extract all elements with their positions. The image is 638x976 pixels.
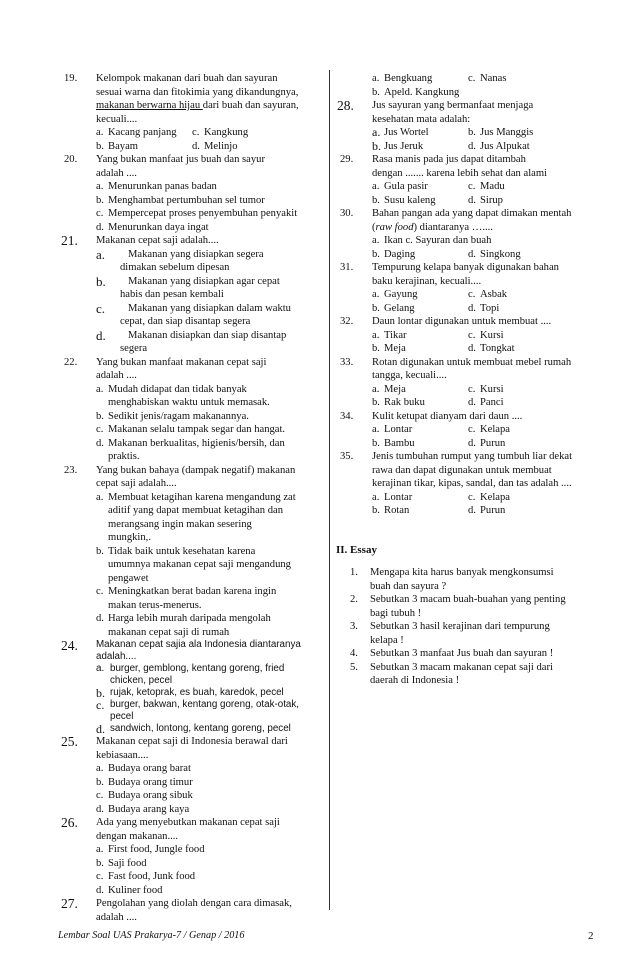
question-32: 32. Daun lontar digunakan untuk membuat .... a. Tikar c. Kursi b. Meja d. Tongkat [336,315,598,356]
option-d: d. Budaya arang kaya [96,803,190,815]
options-bd: b. Susu kaleng d. Sirup [372,194,503,206]
options-bd: b. Apeld. Kangkung [372,86,460,98]
option-b: b. Sedikit jenis/ragam makanannya. [96,410,249,422]
options-ac: a. Gula pasir c. Madu [372,181,505,192]
options-ac: a. Lontar c. Kelapa [372,491,510,503]
question-25: 25. Makanan cepat saji di Indonesia berawal dari kebiasaan.... a. Budaya orang barat b. Budaya orang timur c. Budaya orang sibuk d. Budaya arang kaya [60,735,322,816]
page-number: 2 [588,930,594,942]
question-29: 29. Rasa manis pada jus dapat ditambah dengan ....... karena lebih sehat dan alami a. Gula pasir c. Madu b. Susu kaleng d. Sirup [336,153,598,207]
option-b: b. Makanan yang disiapkan agar cepat [96,273,280,289]
option-d: d. Makanan berkualitas, higienis/bersih, dan [96,437,285,449]
options-ab: a. Jus Wortel b. Jus Manggis [372,125,534,139]
footer-text: Lembar Soal UAS Prakarya-7 / Genap / 2016 [58,930,245,941]
question-27-options [336,72,598,99]
option-d: d. Harga lebih murah daripada mengolah [96,613,271,624]
option-b: b. Saji food [96,857,147,869]
options-ac: a. Ikan c. Sayuran dan buah [372,235,492,246]
essay-item: 4. Sebutkan 3 manfaat Jus buah dan sayuran ! [350,648,554,659]
right-column [336,72,598,518]
option-c: c. Budaya orang sibuk [96,790,193,801]
question-19: 19. Kelompok makanan dari buah dan sayuran sesuai warna dan fitokimia yang dikandungnya, makanan berwarna hijau dari buah dan sayuran, kecuali.... a. Kacang panjang c. Kangkung b. Bayam d. Melinjo [60,72,322,153]
options-ac: a. Meja c. Kursi [372,383,504,395]
option-c: c. Makanan selalu tampak segar dan hangat. [96,424,286,435]
essay-item: 1. Mengapa kita harus banyak mengkonsumsi buah dan sayura ? [350,567,554,592]
option-a: a. Budaya orang barat [96,763,191,774]
option-c: c. Mempercepat proses penyembuhan penyakit [96,208,298,219]
option-d: d. Makanan disiapkan dan siap disantap [96,327,287,343]
options-bd: b. Bambu d. Purun [372,437,506,449]
options-cd: b. Jus Jeruk d. Jus Alpukat [372,138,530,153]
option-c: c. Makanan yang disiapkan dalam waktu [96,300,291,316]
question-30: 30. Bahan pangan ada yang dapat dimakan mentah (raw food) diantaranya ….... a. Ikan c. Sayuran dan buah b. Daging d. Singkong [336,207,598,261]
options-ac: a. Tikar c. Kursi [372,329,504,341]
question-23: 23. Yang bukan bahaya (dampak negatif) makanan cepat saji adalah.... a. Membuat ketagihan karena mengandung zat aditif yang dapat membuat ketagihan dan merangsang ingin makan sesering mungkin,. b. Tidak baik untuk kesehatan karena umumnya makanan cepat saji mengandung pengawet c. Meningkatkan berat badan karena ingin makan terus-menerus. d. Harga lebih murah daripada mengolah makanan cepat saji di rumah [60,464,322,640]
question-21: 21. Makanan cepat saji adalah.... a. Makanan yang disiapkan segera dimakan sebelum dipesan b. Makanan yang disiapkan agar cepat habis dan pesan kembali c. Makanan yang disiapkan dalam waktu cepat, dan siap disantap segera d. Makanan disiapkan dan siap disantap segera [60,234,322,356]
option-c: c. burger, bakwan, kentang goreng, otak-otak, [96,698,299,712]
options-bd: b. Meja d. Tongkat [372,343,515,354]
options-bd: b. Daging d. Singkong [372,248,521,260]
options-ac: a. Kacang panjang c. Kangkung [96,127,249,138]
options-bd: b. Gelang d. Topi [372,302,500,314]
option-a: a. burger, gemblong, kentang goreng, fried [96,663,285,674]
option-a: a. Mudah didapat dan tidak banyak [96,383,247,395]
options-ac: a. Lontar c. Kelapa [372,424,510,435]
question-22: 22. Yang bukan manfaat makanan cepat saji adalah .... a. Mudah didapat dan tidak banyak menghabiskan waktu untuk memasak. b. Sedikit jenis/ragam makanannya. c. Makanan selalu tampak segar dan hangat. d. Makanan berkualitas, higienis/bersih, dan praktis. [60,356,322,464]
options-bd: b. Rotan d. Purun [372,505,506,516]
option-d: d. Menurunkan daya ingat [96,221,209,233]
option-c: c. Fast food, Junk food [96,871,196,882]
option-b: b. Tidak baik untuk kesehatan karena [96,545,256,557]
question-27: 27. Pengolahan yang diolah dengan cara dimasak, adalah .... [61,896,292,923]
option-a: a. Membuat ketagihan karena mengandung zat [96,491,296,503]
option-a: a. First food, Jungle food [96,844,205,855]
option-a: a. Menurunkan panas badan [96,181,217,192]
options-bd: b. Bayam d. Melinjo [96,140,238,152]
option-b: b. Budaya orang timur [96,776,193,788]
option-a: a. Makanan yang disiapkan segera [96,246,264,262]
essay-item: 2. Sebutkan 3 macam buah-buahan yang penting bagi tubuh ! [350,594,566,619]
essay-heading: II. Essay [336,544,377,556]
option-d: d. sandwich, lontong, kentang goreng, pecel [96,722,291,736]
question-20: 20. Yang bukan manfaat jus buah dan sayur adalah .... a. Menurunkan panas badan b. Menghambat pertumbuhan sel tumor c. Mempercepat proses penyembuhan penyakit d. Menurunkan daya ingat [60,153,322,234]
option-d: d. Kuliner food [96,884,163,896]
question-26: 26. Ada yang menyebutkan makanan cepat saji dengan makanan.... a. First food, Jungle food b. Saji food c. Fast food, Junk food d. Kuliner food [60,816,322,897]
options-bd: b. Rak buku d. Panci [372,397,504,408]
question-35: 35. Jenis tumbuhan rumput yang tumbuh liar dekat rawa dan dapat digunakan untuk membuat kerajinan tikar, kipas, sandal, dan tas adalah .... a. Lontar c. Kelapa b. Rotan d. Purun [336,450,598,518]
option-b: b. rujak, ketoprak, es buah, karedok, pecel [96,686,284,700]
question-34: 34. Kulit ketupat dianyam dari daun .... a. Lontar c. Kelapa b. Bambu d. Purun [336,410,598,451]
question-33: 33. Rotan digunakan untuk membuat mebel rumah tangga, kecuali.... a. Meja c. Kursi b. Rak buku d. Panci [336,356,598,410]
essay-list [350,566,600,688]
options-ac: a. Bengkuang c. Nanas [372,73,507,84]
option-c: c. Meningkatkan berat badan karena ingin [96,586,277,597]
left-column [60,72,322,924]
column-divider [329,70,330,910]
option-b: b. Menghambat pertumbuhan sel tumor [96,194,265,206]
question-28: 28. Jus sayuran yang bermanfaat menjaga kesehatan mata adalah: a. Jus Wortel b. Jus Manggis b. Jus Jeruk d. Jus Alpukat [336,99,598,153]
essay-item: 3. Sebutkan 3 hasil kerajinan dari tempurung kelapa ! [350,621,550,646]
essay-item: 5. Sebutkan 3 macam makanan cepat saji dari daerah di Indonesia ! [350,661,553,686]
question-31: 31. Tempurung kelapa banyak digunakan bahan baku kerajinan, kecuali.... a. Gayung c. Asbak b. Gelang d. Topi [336,261,598,315]
options-ac: a. Gayung c. Asbak [372,289,508,300]
question-24: 24. Makanan cepat sajia ala Indonesia diantaranya adalah.... a. burger, gemblong, kentang goreng, fried chicken, pecel b. rujak, ketoprak, es buah, karedok, pecel c. burger, bakwan, kentang goreng, otak-otak, pecel d. sandwich, lontong, kentang goreng, pecel [60,639,322,735]
